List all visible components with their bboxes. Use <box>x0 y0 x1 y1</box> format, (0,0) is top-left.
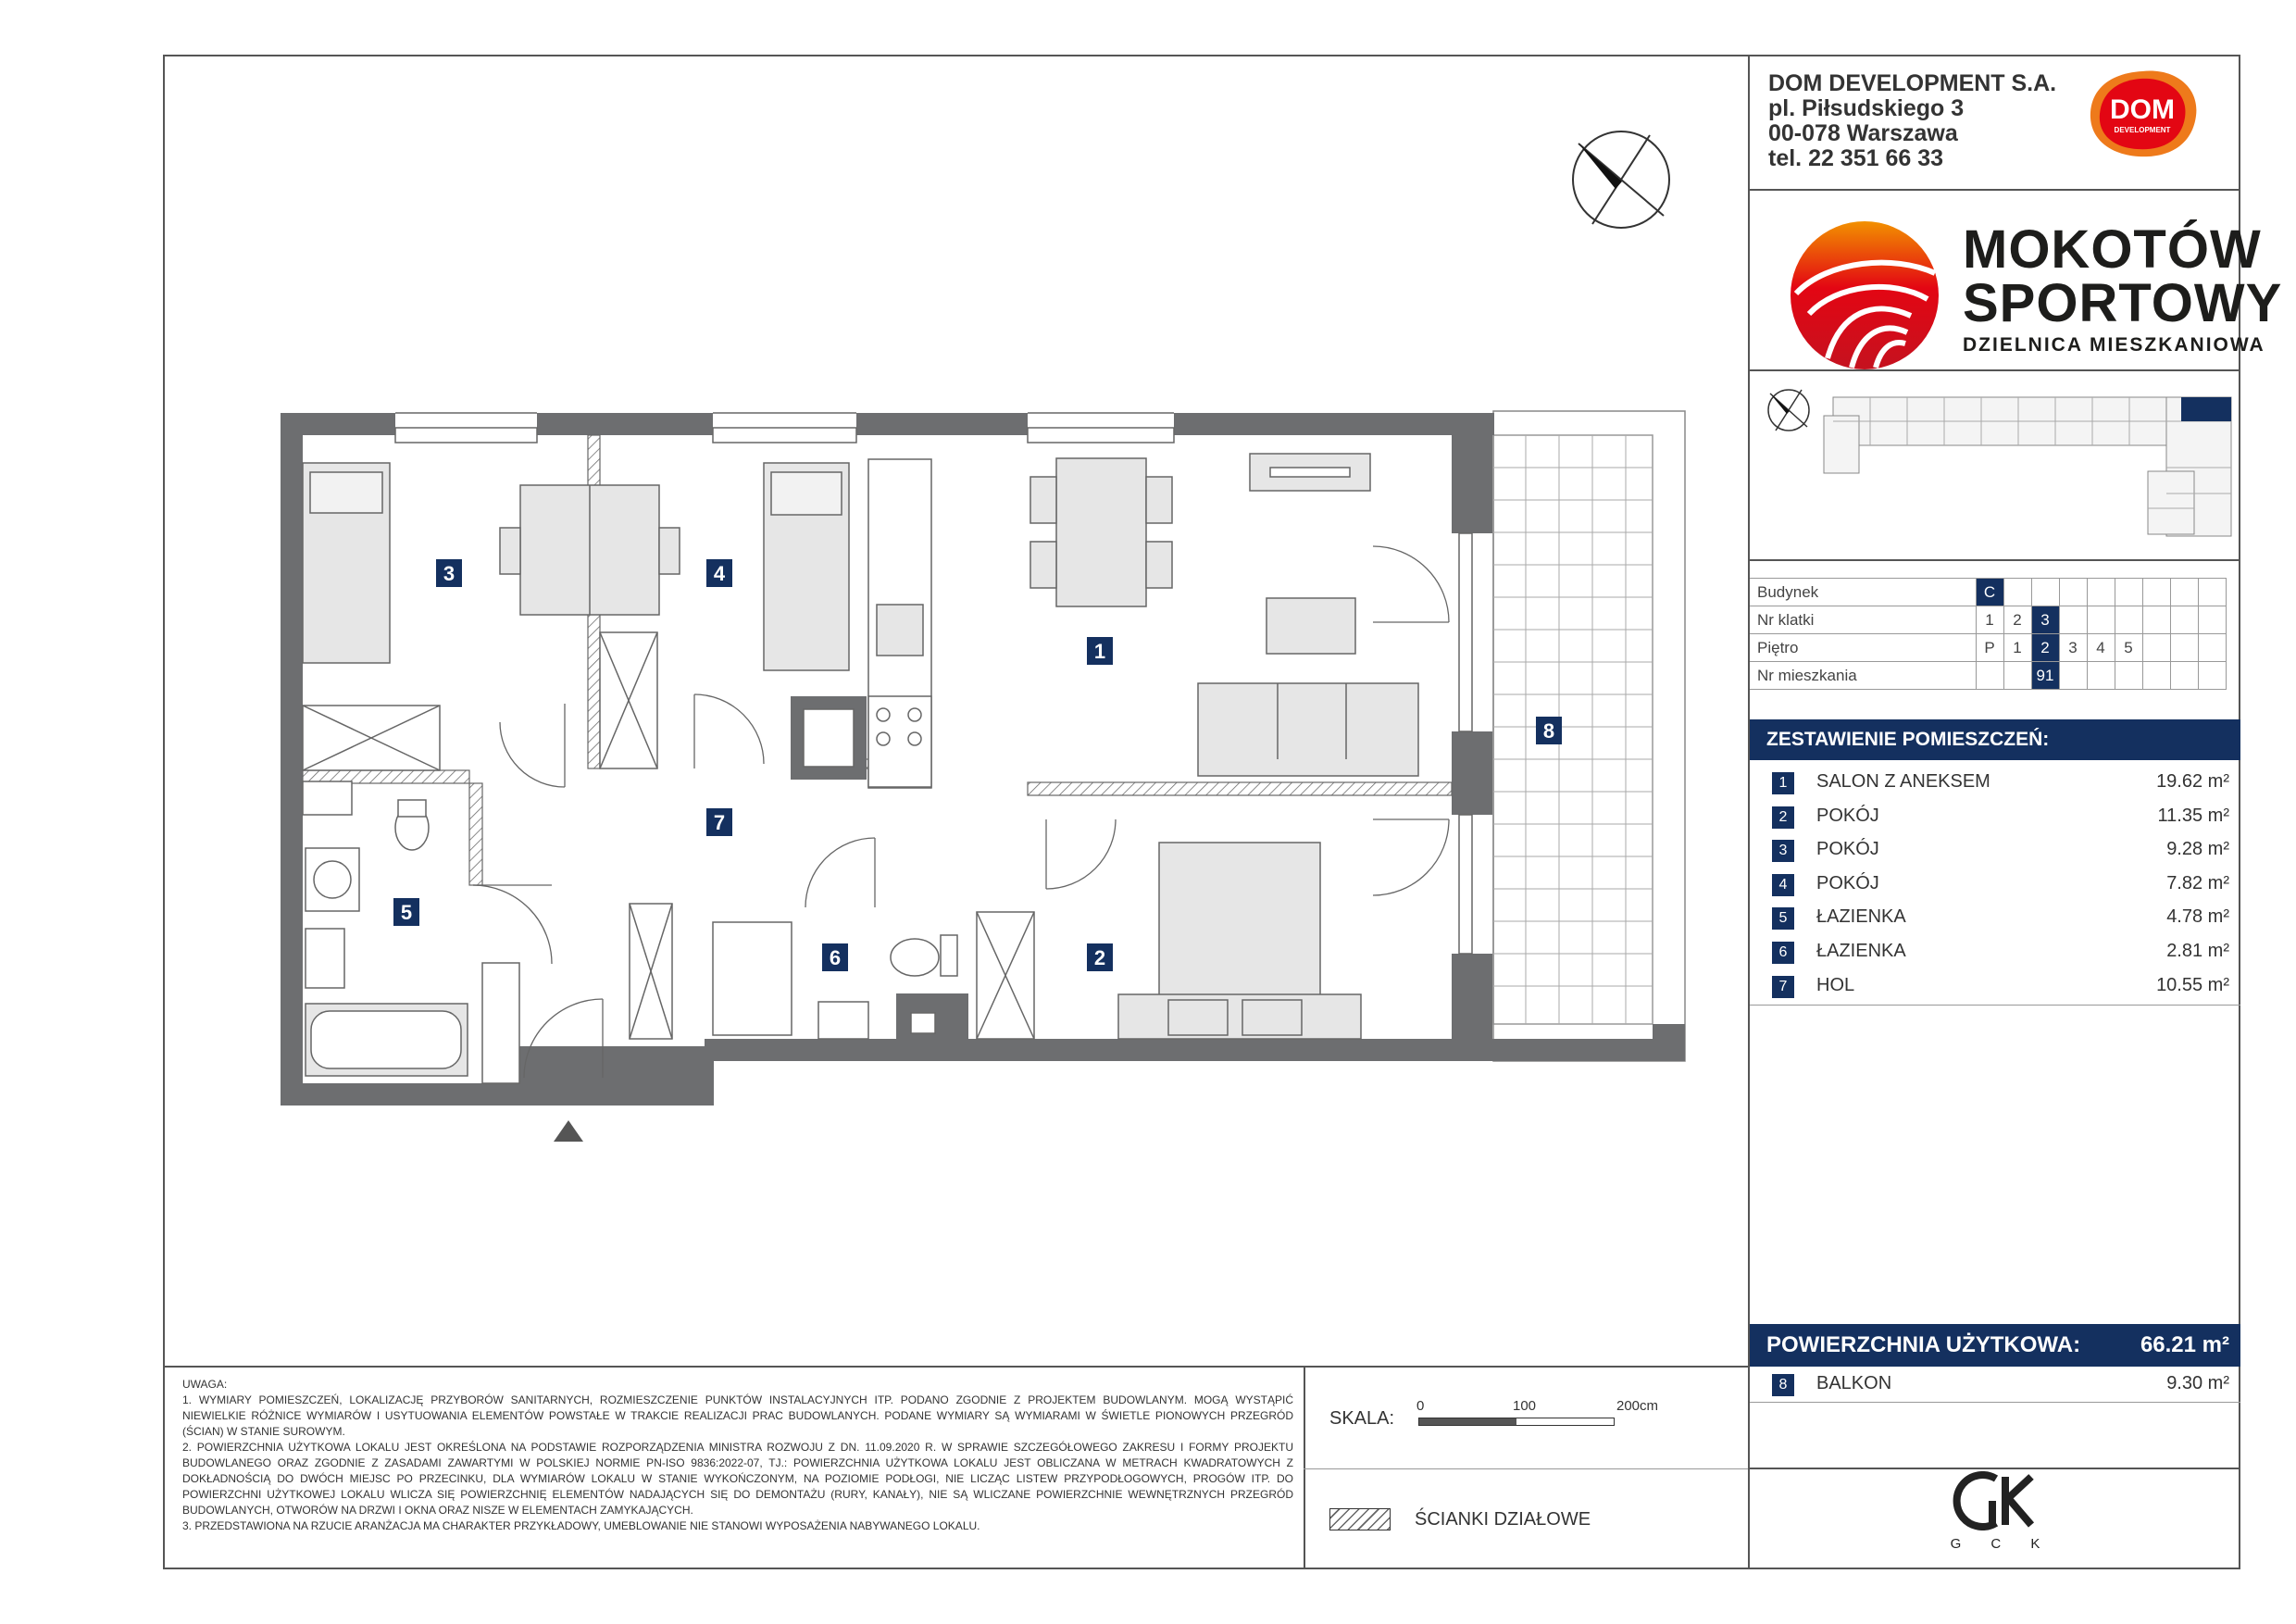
plan-label-7: 7 <box>713 811 726 834</box>
balcony-area <box>1493 411 1685 1061</box>
plan-label-1: 1 <box>1093 640 1106 663</box>
notes-title: UWAGA: <box>182 1378 228 1391</box>
furniture <box>303 454 1418 1076</box>
floor-row <box>1750 634 2226 662</box>
rooms-header: ZESTAWIENIE POMIESZCZEŃ: <box>1750 719 2240 760</box>
note-item: 1. WYMIARY POMIESZCZEŃ, LOKALIZACJĘ PRZYBORÓW SANITARNYCH, ROZMIESZCZENIE PUNKTÓW INSTALACYJNYCH ITP. PODANO ZGODNIE Z PROJEKTEM BUDOWLANYM. MOGĄ WYSTĄPIĆ NIEWIELKIE RÓŻNICE WYMIARÓW I USYTUOWANIA ELEMENTÓW POWSTAŁE W TRAKCIE REALIZACJI PRAC BUDOWLANYCH. PODANE WYMIARY SĄ WYMIARAMI W ŚWIETLE PIONOWYCH PRZEGRÓD (ŚCIAN) W STANIE SUROWYM. <box>182 1393 1293 1438</box>
floor-option: 1 <box>2003 634 2031 662</box>
room-number: 3 <box>1772 840 1794 862</box>
room-row <box>1750 901 2240 935</box>
floor-option: 4 <box>2087 634 2115 662</box>
project-title-line2: SPORTOWY <box>1963 273 2283 333</box>
company-address-line1: pl. Piłsudskiego 3 <box>1768 95 1965 121</box>
dom-logo-text: DOM <box>2110 94 2175 125</box>
dom-logo-subtext: DEVELOPMENT <box>2114 126 2171 134</box>
plan-label-3: 3 <box>443 562 455 585</box>
scale-tick: 100 <box>1513 1398 1537 1414</box>
rooms-list <box>1750 766 2240 1003</box>
divider <box>1750 1402 2240 1403</box>
legend-divider <box>1304 1468 1748 1469</box>
stairwell-option: 1 <box>1976 606 2003 634</box>
floor-option: 3 <box>2059 634 2087 662</box>
room-area: 9.28 m² <box>2166 839 2229 860</box>
divider <box>1750 189 2240 191</box>
notes <box>182 1377 1293 1534</box>
room-area: 2.81 m² <box>2166 940 2229 961</box>
room-name: ŁAZIENKA <box>1816 906 1906 928</box>
room-name: BALKON <box>1816 1373 1892 1393</box>
note-item: 3. PRZEDSTAWIONA NA RZUCIE ARANŻACJA MA CHARAKTER PRZYKŁADOWY, UMEBLOWANIE NIE STANOWI WYPOSAŻENIA NABYWANEGO LOKALU. <box>182 1519 980 1532</box>
note-item: 2. POWIERZCHNIA UŻYTKOWA LOKALU JEST OKREŚLONA NA PODSTAWIE ROZPORZĄDZENIA MINISTRA ROZWOJU Z DN. 11.09.2020 R. W SPRAWIE SZCZEGÓŁOWEGO ZAKRESU I FORMY PROJEKTU BUDOWLANEGO ORAZ ZGODNIE Z ZASADAMI ZAWARTYMI W POLSKIEJ NORMIE PN-ISO 9836:2022-07, TJ.: POWIERZCHNIA UŻYTKOWA LOKALU JEST OBLICZANA W METRACH KWADRATOWYCH Z DOKŁADNOŚCIĄ DO DWÓCH MIEJSC PO PRZECINKU, DLA WYMIARÓW LOKALU W STANIE WYKOŃCZONYM, NA POZIOMIE PODŁOGI, NIE LICZĄC LISTEW PRZYPODŁOGOWYCH, PROGÓW ITP. DO POWIERZCHNI UŻYTKOWEJ LOKALU WLICZA SIĘ POWIERZCHNIĘ ELEMENTÓW NADAJĄCYCH SIĘ DO DEMONTAŻU (RURY, KANAŁY), NIE SĄ WLICZANE POWIERZCHNIE WEWNĘTRZNYCH PRZEGRÓD BUDOWLANYCH, OTWORÓW NA DRZWI I OKNA ORAZ NISZE W ELEMENTACH ZAMYKAJĄCYCH. <box>182 1441 1293 1517</box>
room-area: 11.35 m² <box>2157 805 2229 826</box>
room-row <box>1750 969 2240 1004</box>
room-area: 4.78 m² <box>2166 906 2229 928</box>
legend <box>1305 1470 1748 1567</box>
plan-label-2: 2 <box>1093 946 1106 969</box>
stairwell-row <box>1750 606 2226 634</box>
divider <box>1750 559 2240 561</box>
hatch-swatch <box>1329 1508 1391 1530</box>
apartment-value: 91 <box>2031 662 2059 690</box>
room-name: POKÓJ <box>1816 805 1879 826</box>
key-plan-compass <box>1768 390 1809 431</box>
company-phone: tel. 22 351 66 33 <box>1768 145 1944 171</box>
company-name: DOM DEVELOPMENT S.A. <box>1768 70 2057 96</box>
plan-label-5: 5 <box>400 901 413 924</box>
north-arrow-compass <box>1573 131 1669 228</box>
room-area: 9.30 m² <box>2166 1373 2229 1393</box>
room-area: 7.82 m² <box>2166 872 2229 893</box>
plan-label-4: 4 <box>713 562 726 585</box>
key-plan-highlight <box>2181 397 2231 421</box>
room-number: 7 <box>1772 976 1794 998</box>
room-name: POKÓJ <box>1816 839 1879 860</box>
room-row <box>1750 800 2240 834</box>
company-info <box>1768 71 2056 171</box>
floor-option: P <box>1976 634 2003 662</box>
apartment-info-table <box>1750 578 2227 690</box>
room-name: POKÓJ <box>1816 872 1879 893</box>
entrance-arrow <box>554 1120 583 1142</box>
room-row <box>1750 935 2240 969</box>
room-number: 8 <box>1772 1374 1794 1396</box>
key-plan <box>1759 379 2233 545</box>
building-label: Budynek <box>1750 579 1976 606</box>
room-name: SALON Z ANEKSEM <box>1816 771 1990 792</box>
room-number: 5 <box>1772 907 1794 930</box>
scale-tick: 0 <box>1416 1398 1425 1414</box>
room-area: 19.62 m² <box>2156 771 2229 792</box>
divider <box>1750 1468 2240 1469</box>
room-number: 4 <box>1772 874 1794 896</box>
total-area-label: POWIERZCHNIA UŻYTKOWA: <box>1766 1332 2081 1357</box>
building-row <box>1750 579 2226 606</box>
room-name: ŁAZIENKA <box>1816 940 1906 961</box>
stairwell-option: 2 <box>2003 606 2031 634</box>
project-logo-icon <box>1772 203 1957 388</box>
plan-label-6: 6 <box>829 946 842 969</box>
scale-label: SKALA: <box>1329 1408 1395 1429</box>
floor-label: Piętro <box>1750 634 1976 662</box>
dom-development-logo <box>2083 68 2202 160</box>
divider <box>1750 1005 2240 1006</box>
title-block <box>1748 55 2283 1569</box>
floor-option: 5 <box>2115 634 2142 662</box>
project-title-line1: MOKOTÓW <box>1963 219 2262 280</box>
room-row <box>1750 833 2240 868</box>
stairwell-option-selected: 3 <box>2031 606 2059 634</box>
plan-label-8: 8 <box>1542 719 1555 743</box>
scale-bar-graphic <box>1418 1418 1615 1426</box>
room-number: 6 <box>1772 942 1794 964</box>
scale-tick: 200cm <box>1616 1398 1659 1414</box>
project-subtitle: DZIELNICA MIESZKANIOWA <box>1963 334 2265 356</box>
stairwell-label: Nr klatki <box>1750 606 1976 634</box>
floor-plan <box>268 120 1713 1167</box>
apartment-label: Nr mieszkania <box>1750 662 1976 690</box>
room-row <box>1750 766 2240 800</box>
company-address-line2: 00-078 Warszawa <box>1768 120 1958 146</box>
room-row <box>1750 868 2240 902</box>
room-name: HOL <box>1816 974 1855 995</box>
total-area <box>1750 1324 2240 1367</box>
floor-option-selected: 2 <box>2031 634 2059 662</box>
project-title <box>1963 219 2283 333</box>
room-area: 10.55 m² <box>2156 974 2229 995</box>
room-number: 1 <box>1772 772 1794 794</box>
building-value: C <box>1976 579 2003 606</box>
legend-label: ŚCIANKI DZIAŁOWE <box>1415 1509 1591 1530</box>
gck-mark <box>1935 1471 2065 1530</box>
balcony-row <box>1750 1368 2240 1401</box>
gck-logo <box>1935 1471 2065 1555</box>
apartment-row <box>1750 662 2226 690</box>
room-number: 2 <box>1772 806 1794 829</box>
divider <box>1750 369 2240 371</box>
total-area-value: 66.21 m² <box>2140 1332 2229 1357</box>
gck-letters: G C K <box>1950 1536 2053 1552</box>
scale-bar <box>1305 1367 1748 1468</box>
